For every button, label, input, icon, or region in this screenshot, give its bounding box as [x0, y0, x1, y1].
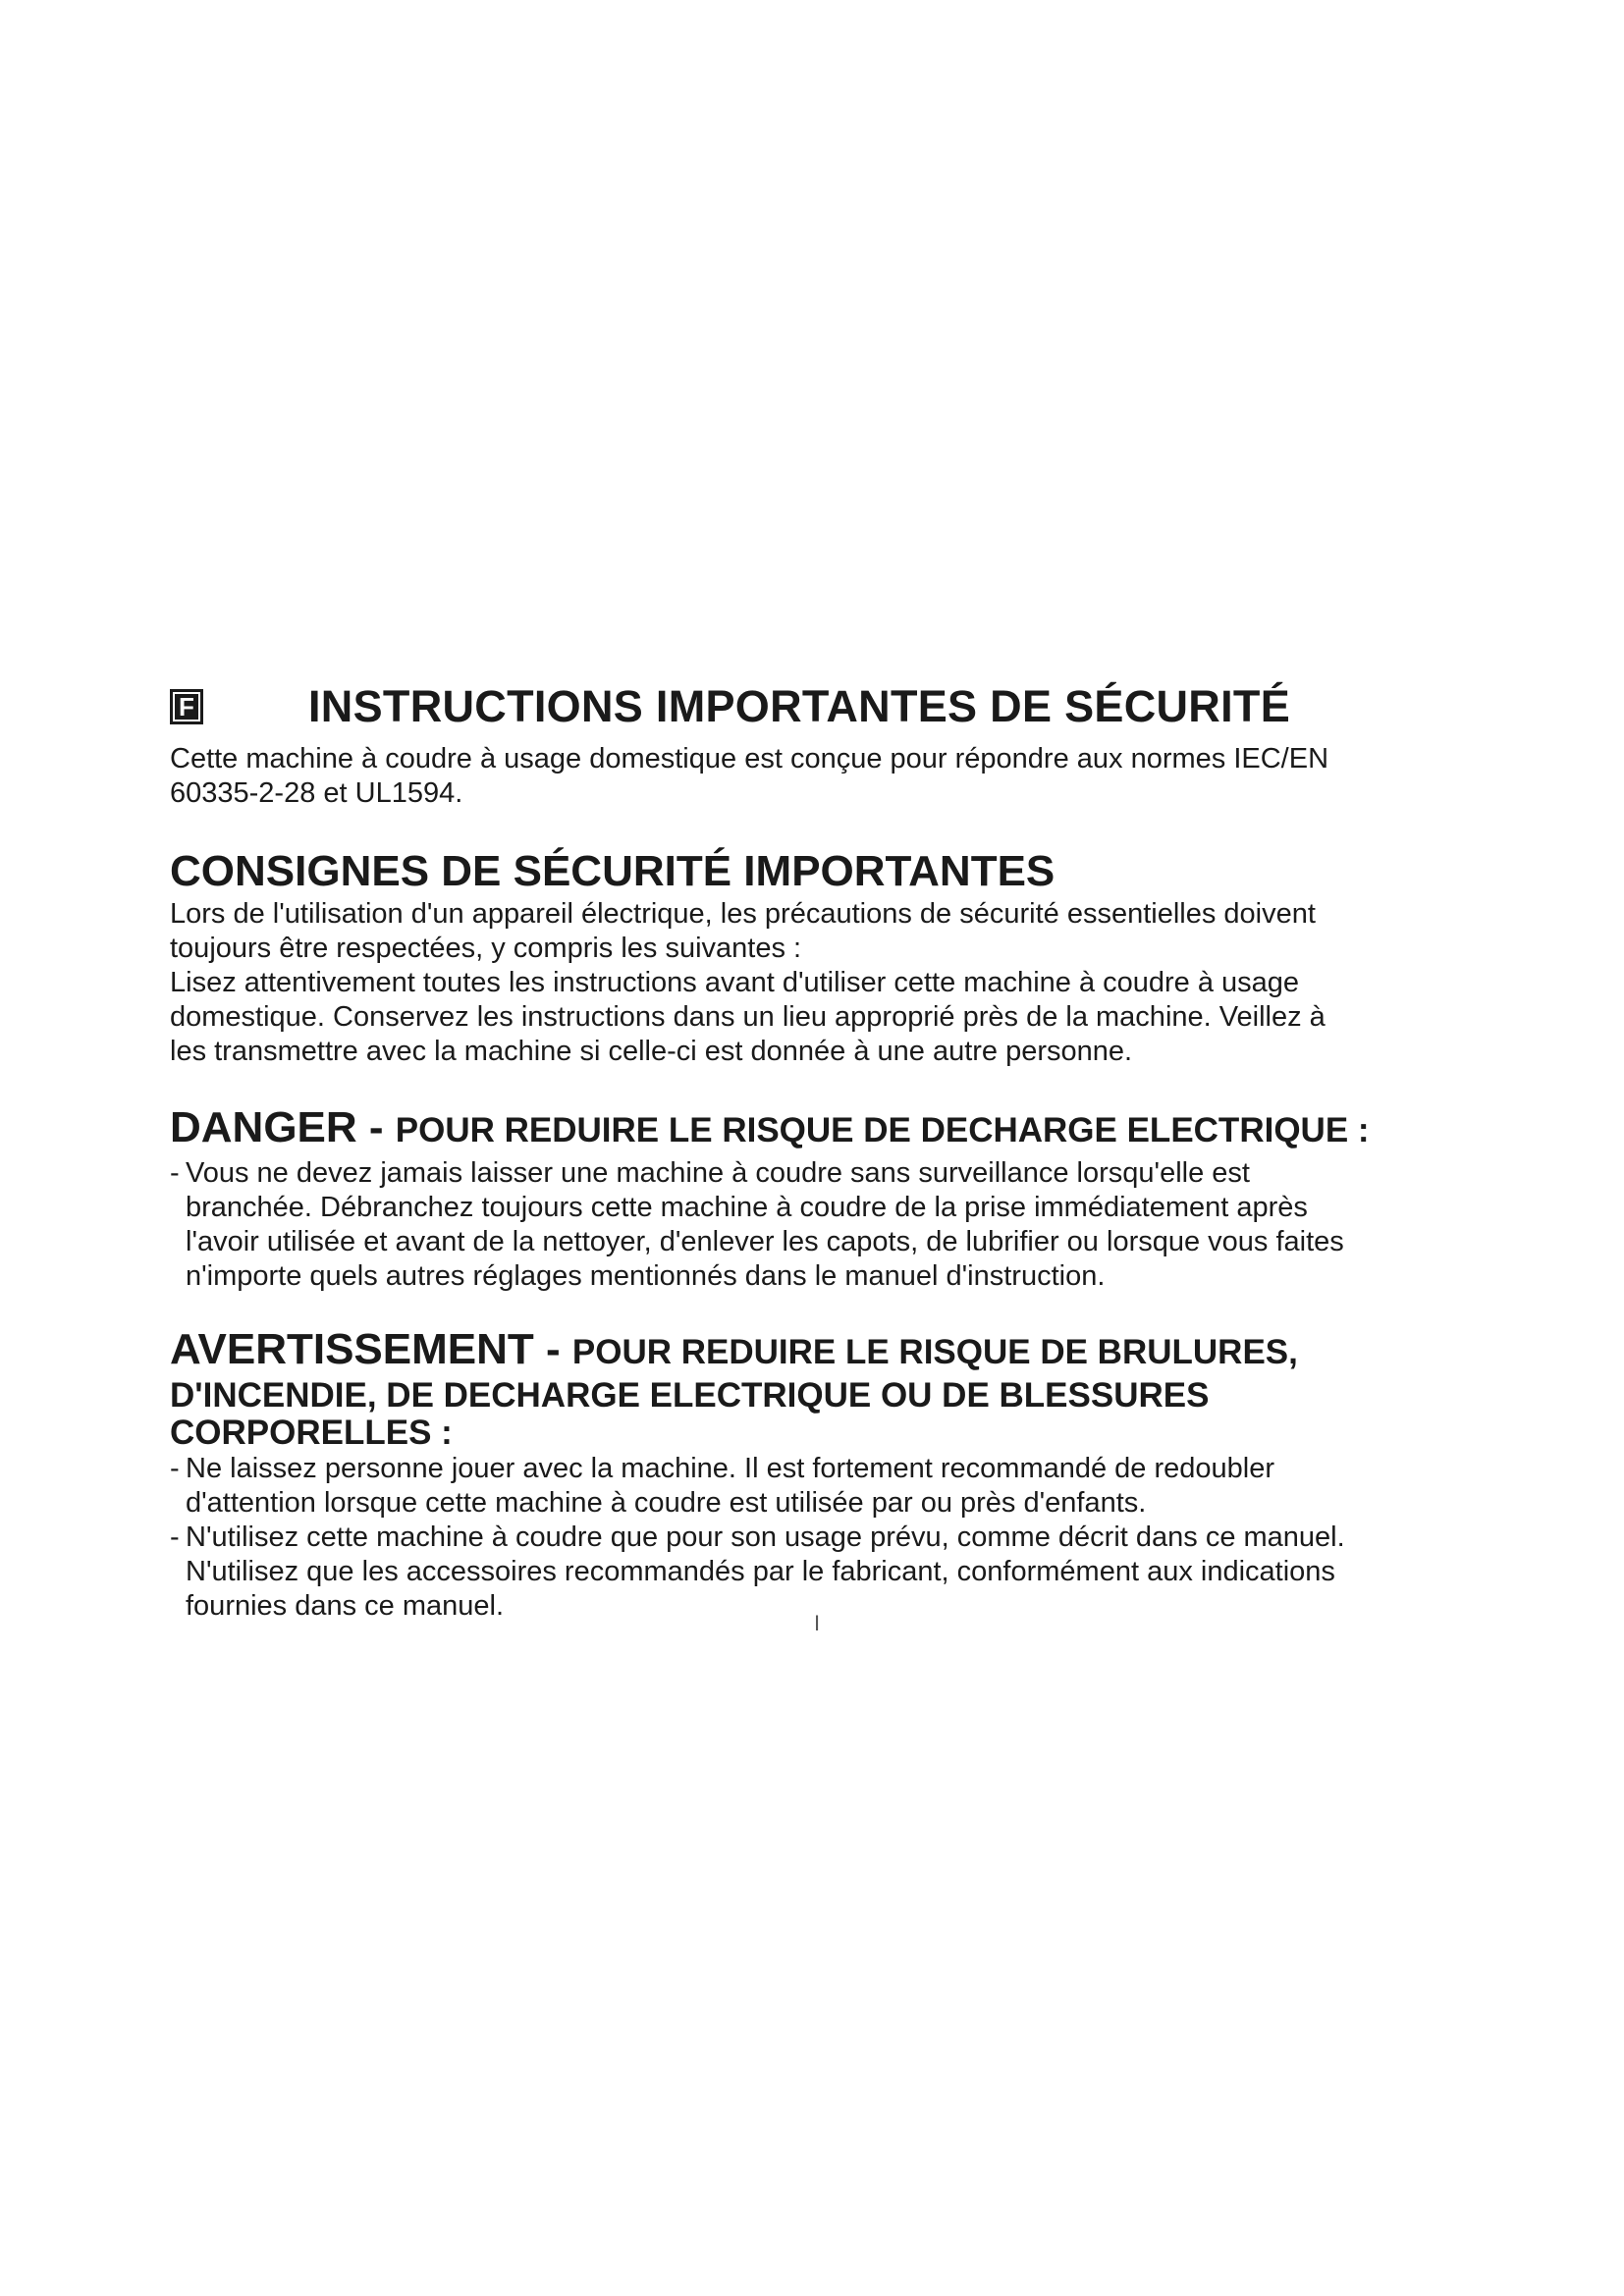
list-item [170, 1521, 1456, 1624]
list-item-line: Vous ne devez jamais laisser une machine à coudre sans surveillance lorsqu'elle est [186, 1157, 1250, 1189]
list-item-line: n'importe quels autres réglages mentionnés dans le manuel d'instruction. [186, 1260, 1106, 1292]
danger-list [170, 1156, 1456, 1294]
main-title: INSTRUCTIONS IMPORTANTES DE SÉCURITÉ [308, 681, 1291, 731]
title-row [170, 679, 1456, 734]
danger-subtitle: POUR REDUIRE LE RISQUE DE DECHARGE ELECTRIQUE : [395, 1111, 1370, 1149]
page-content [170, 679, 1456, 1624]
intro-line: 60335-2-28 et UL1594. [170, 777, 463, 809]
language-badge-letter: F [173, 692, 200, 721]
list-item-line: d'attention lorsque cette machine à coudre est utilisée par ou près d'enfants. [186, 1487, 1147, 1519]
list-item-line: N'utilisez cette machine à coudre que pour son usage prévu, comme décrit dans ce manuel. [186, 1522, 1345, 1553]
page-number: I [814, 1611, 821, 1635]
avertissement-heading [170, 1325, 1456, 1377]
consignes-paragraph [170, 897, 1456, 1069]
avertissement-label: AVERTISSEMENT - [170, 1325, 572, 1373]
list-dash: - [170, 1453, 180, 1484]
consignes-line: toujours être respectées, y compris les suivantes : [170, 933, 802, 964]
list-item [170, 1452, 1456, 1521]
intro-paragraph [170, 742, 1456, 811]
language-badge [170, 689, 203, 724]
list-item-line: l'avoir utilisée et avant de la nettoyer, d'enlever les capots, de lubrifier ou lorsque vous faites [186, 1226, 1344, 1257]
avertissement-subtitle-line: D'INCENDIE, DE DECHARGE ELECTRIQUE OU DE BLESSURES [170, 1376, 1210, 1415]
consignes-line: les transmettre avec la machine si celle-ci est donnée à une autre personne. [170, 1036, 1133, 1067]
list-dash: - [170, 1522, 180, 1553]
consignes-line: domestique. Conservez les instructions dans un lieu approprié près de la machine. Veillez à [170, 1001, 1326, 1033]
consignes-line: Lisez attentivement toutes les instructions avant d'utiliser cette machine à coudre à usage [170, 967, 1300, 998]
list-item-line: N'utilisez que les accessoires recommandés par le fabricant, conformément aux indications [186, 1556, 1335, 1587]
list-item-line: branchée. Débranchez toujours cette machine à coudre de la prise immédiatement après [186, 1192, 1308, 1223]
list-dash: - [170, 1157, 180, 1189]
list-item [170, 1156, 1456, 1294]
danger-heading [170, 1102, 1456, 1156]
list-item-line: Ne laissez personne jouer avec la machine. Il est fortement recommandé de redoubler [186, 1453, 1275, 1484]
list-item-line: fournies dans ce manuel. [186, 1590, 505, 1622]
consignes-line: Lors de l'utilisation d'un appareil électrique, les précautions de sécurité essentielles doivent [170, 898, 1316, 930]
danger-label: DANGER - [170, 1103, 396, 1151]
avertissement-subtitle: POUR REDUIRE LE RISQUE DE BRULURES, [571, 1333, 1298, 1371]
avertissement-list [170, 1452, 1456, 1624]
avertissement-subtitle-line: CORPORELLES : [170, 1414, 453, 1452]
consignes-heading: CONSIGNES DE SÉCURITÉ IMPORTANTES [170, 847, 1056, 895]
intro-line: Cette machine à coudre à usage domestique est conçue pour répondre aux normes IEC/EN [170, 743, 1329, 774]
